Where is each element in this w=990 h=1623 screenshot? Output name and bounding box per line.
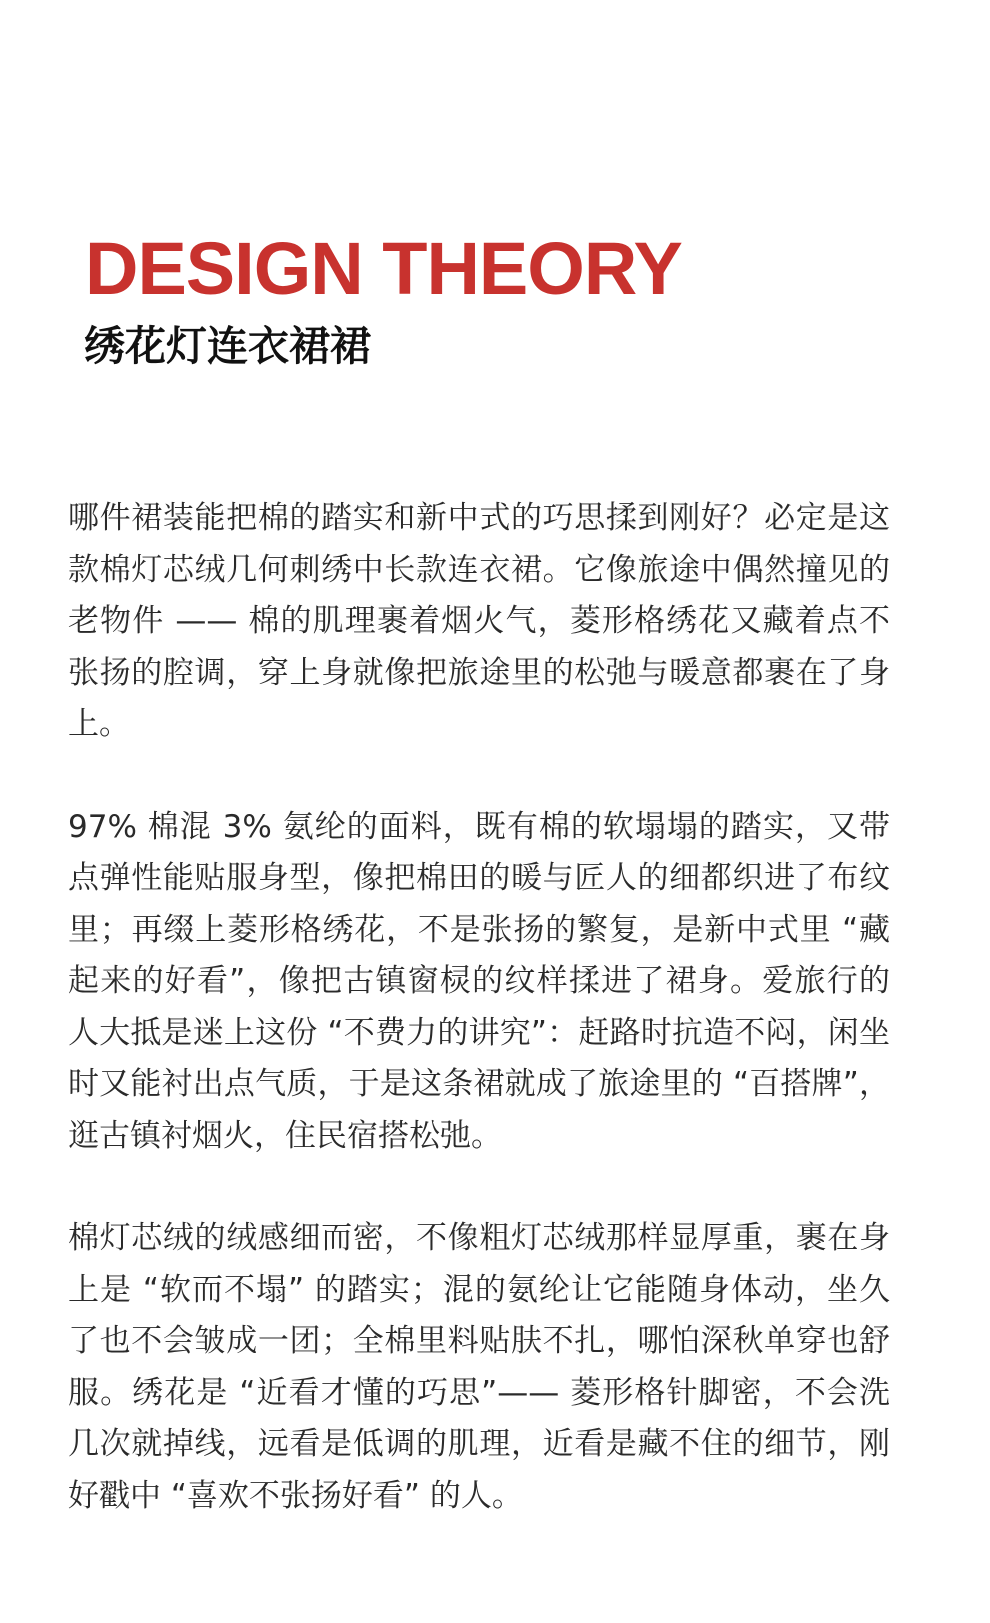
- description-paragraph-2: 97% 棉混 3% 氨纶的面料，既有棉的软塌塌的踏实，又带点弹性能贴服身型，像把棉田的暖与匠人的细都织进了布纹里；再缀上菱形格绣花，不是张扬的繁复，是新中式里 “藏起来的好看”，像把古镇窗棂的纹样揉进了裙身。爱旅行的人大抵是迷上这份 “不费力的讲究”：赶路时抗造不闷，闲坐时又能衬出点气质，于是这条裙就成了旅途里的 “百搭牌”，逛古镇衬烟火，住民宿搭松弛。: [68, 808, 890, 1154]
- description-body: [68, 493, 890, 1522]
- section-title-english: DESIGN THEORY: [85, 227, 682, 310]
- description-paragraph-3: 棉灯芯绒的绒感细而密，不像粗灯芯绒那样显厚重，裹在身上是 “软而不塌” 的踏实；混的氨纶让它能随身体动，坐久了也不会皱成一团；全棉里料贴肤不扎，哪怕深秋单穿也舒服。绣花是 “近看才懂的巧思”—— 菱形格针脚密，不会洗几次就掉线，远看是低调的肌理，近看是藏不住的细节，刚好戳中 “喜欢不张扬好看” 的人。: [68, 1220, 890, 1514]
- section-subtitle-chinese: 绣花灯连衣裙裙: [84, 322, 371, 370]
- description-paragraph-1: 哪件裙装能把棉的踏实和新中式的巧思揉到刚好？必定是这款棉灯芯绒几何刺绣中长款连衣裙。它像旅途中偶然撞见的老物件 —— 棉的肌理裹着烟火气，菱形格绣花又藏着点不张扬的腔调，穿上身就像把旅途里的松弛与暖意都裹在了身上。: [68, 500, 890, 742]
